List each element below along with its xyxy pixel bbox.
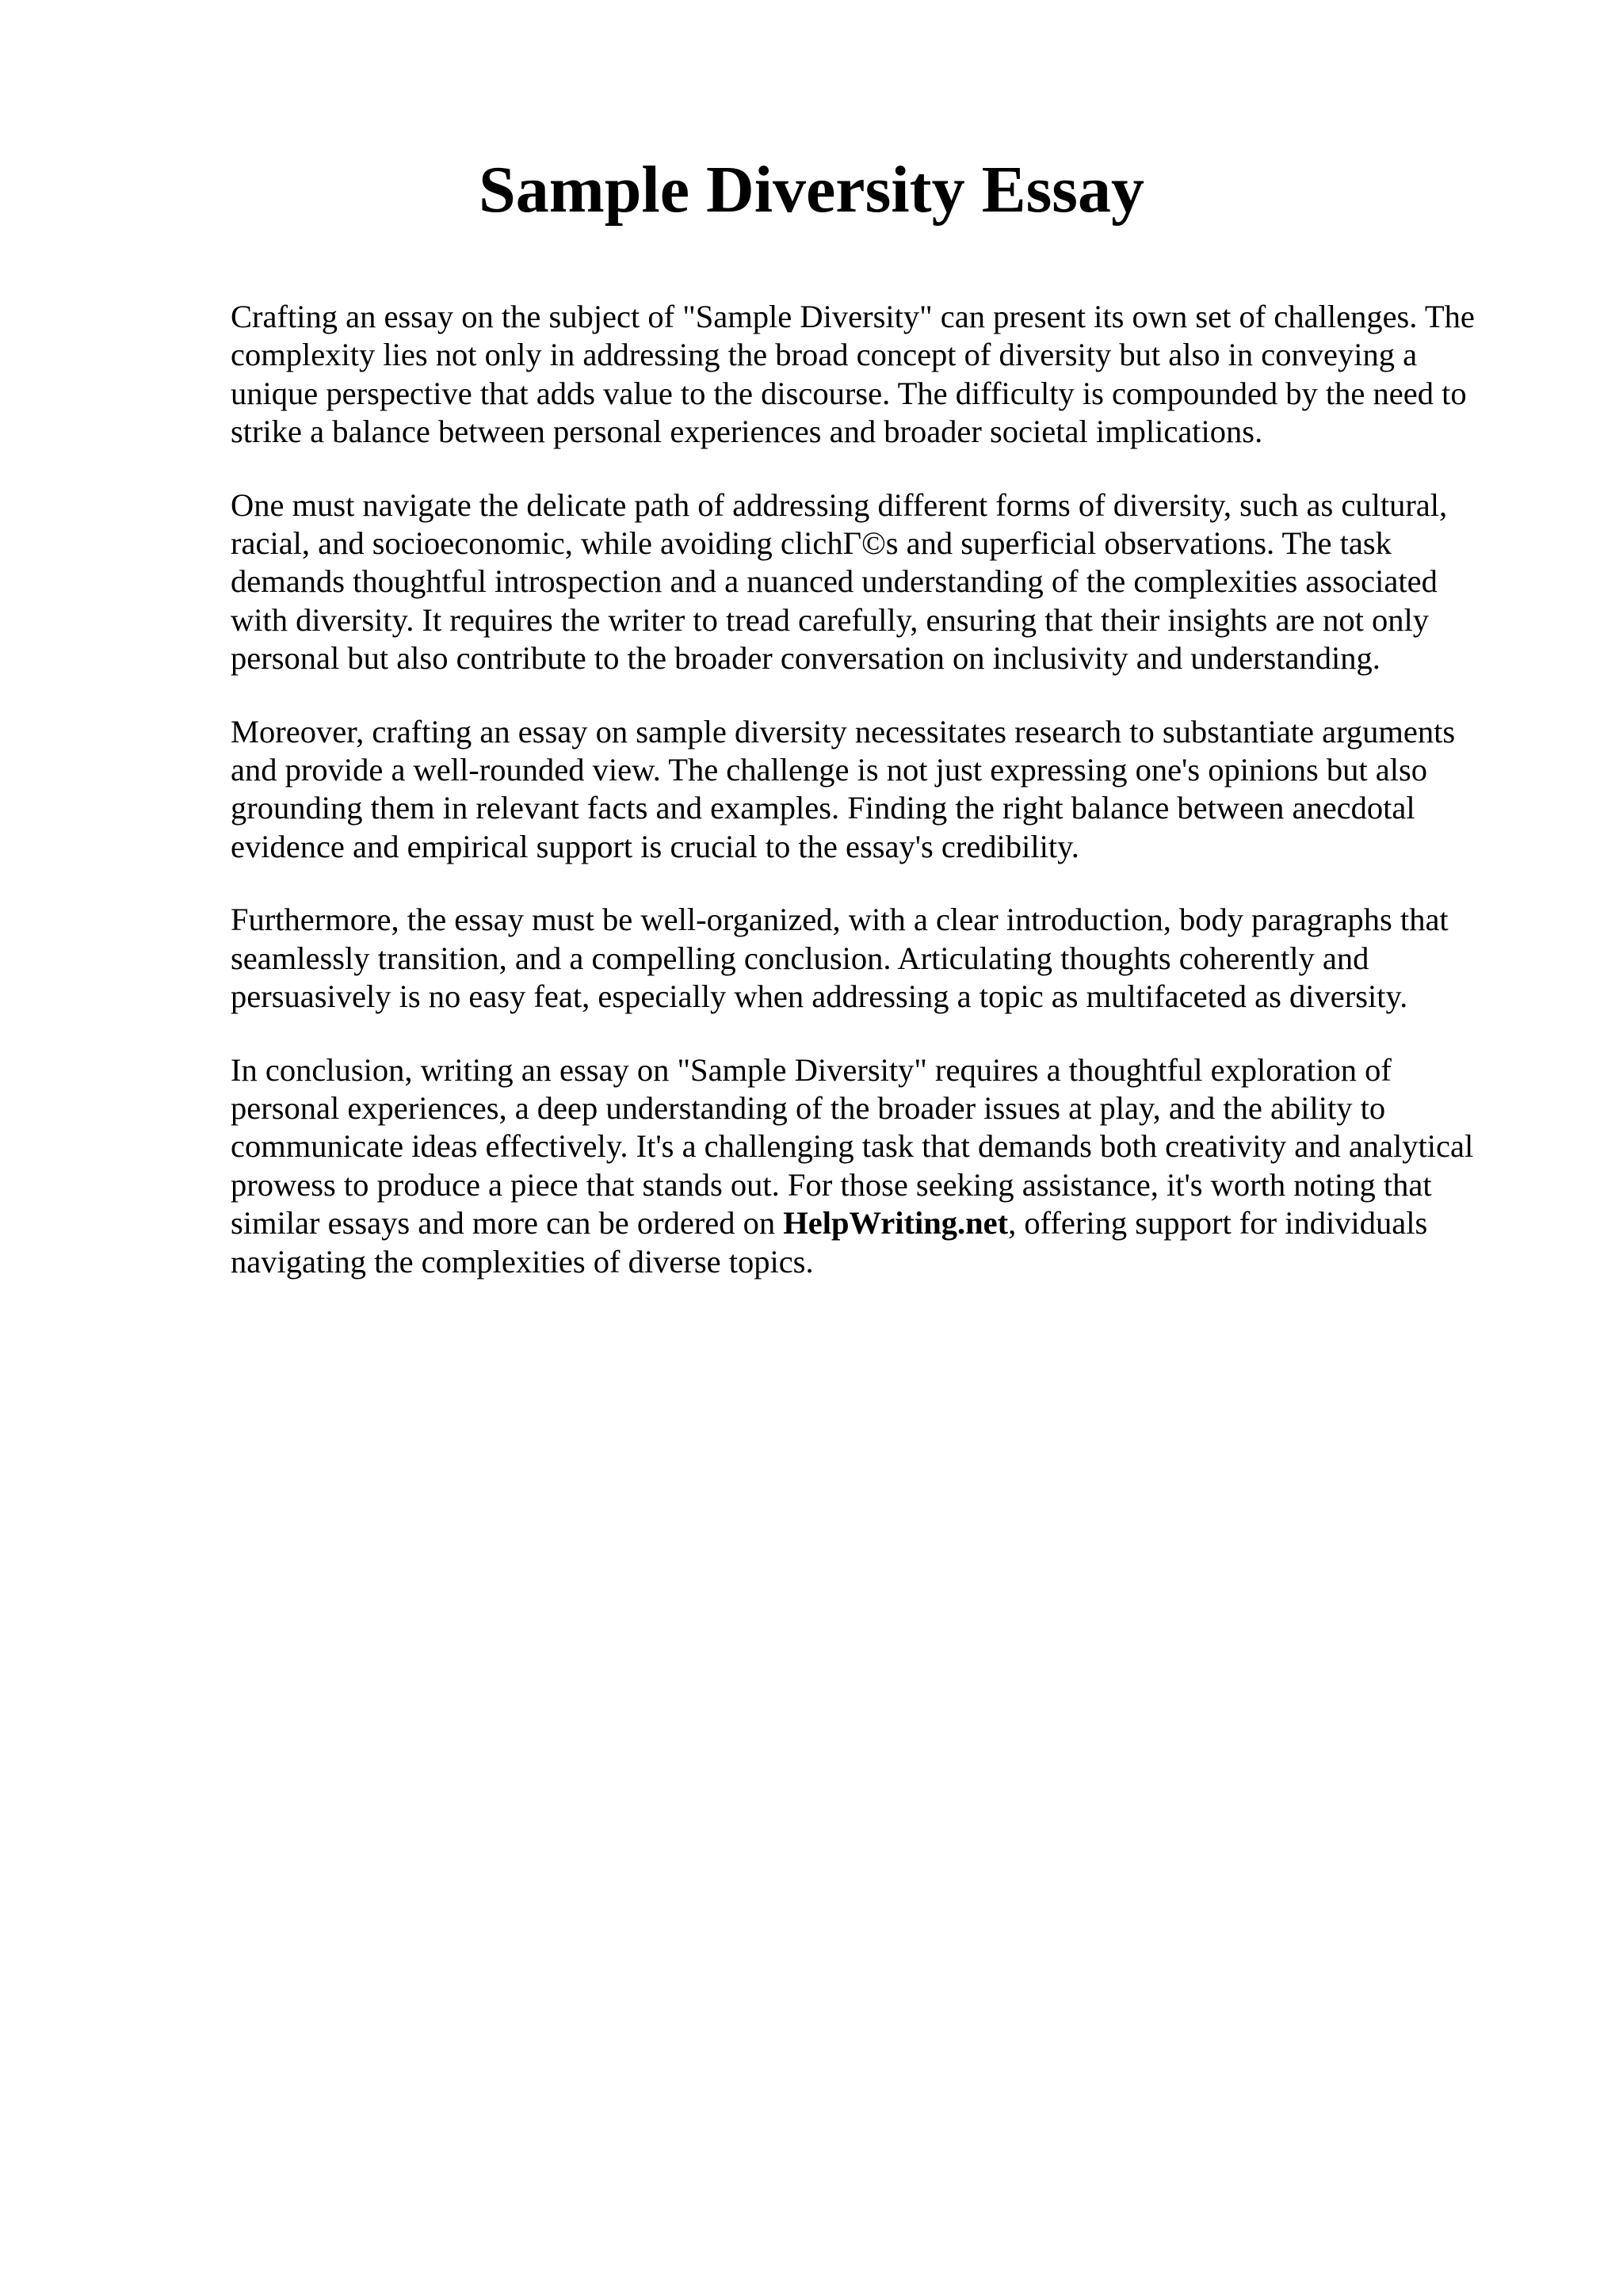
paragraph-4 [231,901,1514,1016]
text-line: evidence and empirical support is crucial to the essay's credibility. [231,828,1079,864]
text-line: prowess to produce a piece that stands out. For those seeking assistance, it's worth noting that [231,1166,1432,1203]
document-body [231,298,1514,1316]
text-line: personal but also contribute to the broader conversation on inclusivity and understanding. [231,640,1381,677]
text-line: seamlessly transition, and a compelling conclusion. Articulating thoughts coherently and [231,940,1369,976]
text-line: racial, and socioeconomic, while avoiding clichΓ©s and superficial observations. The task [231,525,1392,562]
text-line: persuasively is no easy feat, especially when addressing a topic as multifaceted as diversity. [231,978,1408,1015]
text-line: In conclusion, writing an essay on "Sample Diversity" requires a thoughtful exploration of [231,1051,1392,1088]
text-line: Moreover, crafting an essay on sample diversity necessitates research to substantiate arguments [231,713,1456,749]
text-line-with-link [231,1204,1514,1242]
link-prefix-text: similar essays and more can be ordered on [231,1205,784,1241]
text-line: communicate ideas effectively. It's a challenging task that demands both creativity and analytical [231,1128,1474,1165]
text-line: with diversity. It requires the writer to tread carefully, ensuring that their insights are not only [231,601,1429,638]
text-line: complexity lies not only in addressing the broad concept of diversity but also in conveying a [231,337,1418,373]
helpwriting-link[interactable]: HelpWriting.net [783,1205,1009,1241]
paragraph-1 [231,298,1514,452]
text-line: grounding them in relevant facts and examples. Finding the right balance between anecdotal [231,790,1415,826]
text-line: One must navigate the delicate path of addressing different forms of diversity, such as cultural, [231,486,1448,523]
link-suffix-text: , offering support for individuals [1008,1205,1428,1241]
text-line: and provide a well-rounded view. The challenge is not just expressing one's opinions but also [231,752,1427,788]
text-line: demands thoughtful introspection and a nuanced understanding of the complexities associated [231,563,1438,600]
document-title: Sample Diversity Essay [479,153,1144,227]
paragraph-2 [231,486,1514,678]
paragraph-5 [231,1051,1514,1281]
paragraph-3 [231,713,1514,867]
text-line: navigating the complexities of diverse topics. [231,1243,814,1280]
text-line: strike a balance between personal experiences and broader societal implications. [231,414,1263,450]
text-line: Crafting an essay on the subject of "Sample Diversity" can present its own set of challenges. The [231,299,1475,334]
text-line: Furthermore, the essay must be well-organized, with a clear introduction, body paragraphs that [231,902,1449,938]
text-line: personal experiences, a deep understanding of the broader issues at play, and the ability to [231,1089,1386,1126]
text-line: unique perspective that adds value to the discourse. The difficulty is compounded by the need to [231,375,1467,411]
